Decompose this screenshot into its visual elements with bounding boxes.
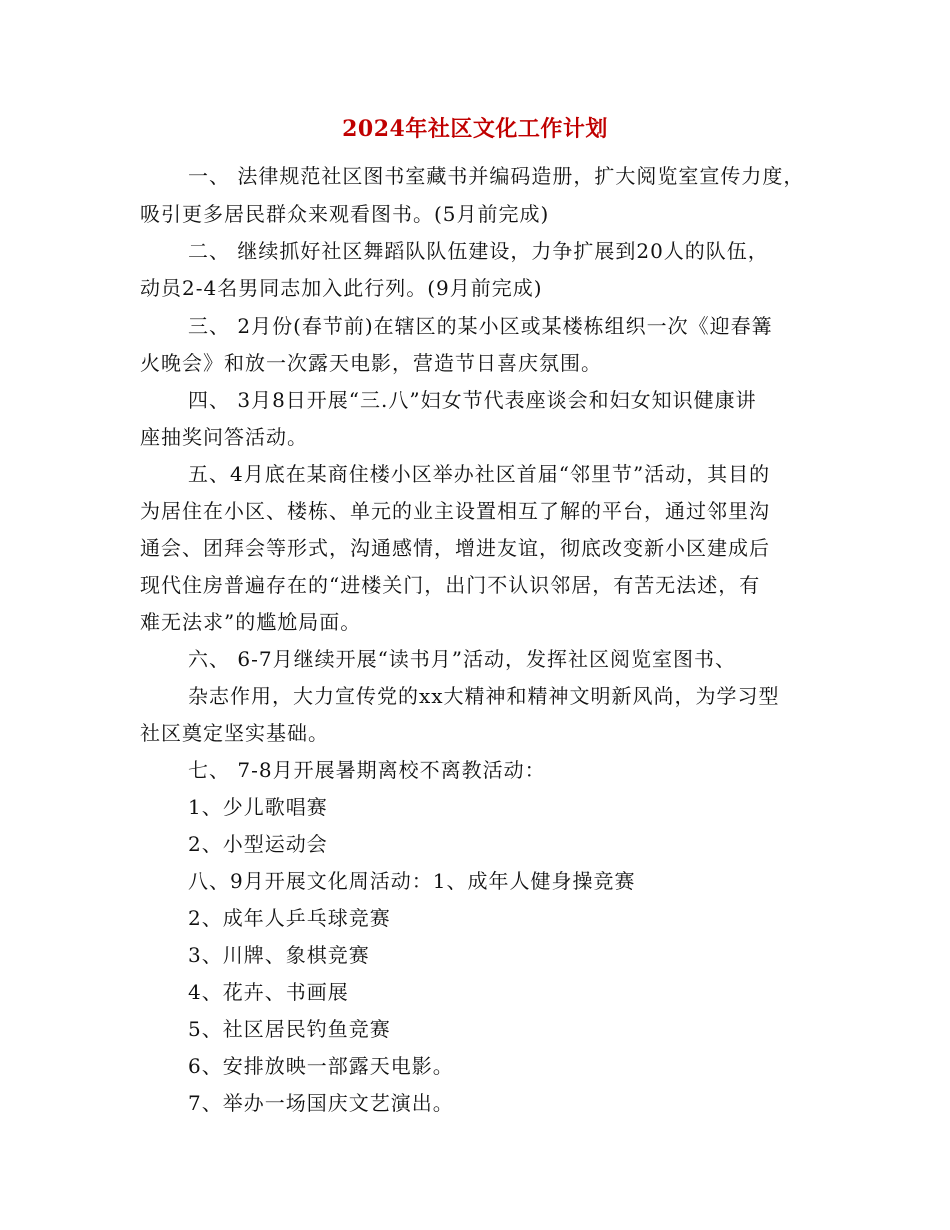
list-item: 7、举办一场国庆文艺演出。	[188, 1091, 454, 1115]
paragraph-line: 杂志作用，大力宣传党的xx大精神和精神文明新风尚，为学习型	[188, 684, 780, 708]
paragraph-line: 二、 继续抓好社区舞蹈队队伍建设，力争扩展到20人的队伍，	[188, 239, 769, 263]
list-item: 2、小型运动会	[188, 832, 328, 856]
paragraph-line: 五、4月底在某商住楼小区举办社区首届“邻里节”活动，其目的	[188, 462, 771, 486]
list-item: 6、安排放映一部露天电影。	[188, 1054, 454, 1078]
paragraph-line: 动员2-4名男同志加入此行列。(9月前完成)	[140, 276, 543, 300]
list-item: 1、少儿歌唱赛	[188, 795, 328, 819]
paragraph-line: 四、 3月8日开展“三.八”妇女节代表座谈会和妇女知识健康讲	[188, 388, 757, 412]
list-item: 3、川牌、象棋竞赛	[188, 943, 370, 967]
paragraph-line: 为居住在小区、楼栋、单元的业主设置相互了解的平台，通过邻里沟	[140, 499, 770, 523]
paragraph-line: 火晚会》和放一次露天电影，营造节日喜庆氛围。	[140, 351, 602, 375]
paragraph-line: 社区奠定坚实基础。	[140, 721, 329, 745]
document-title: 2024年社区文化工作计划	[342, 116, 608, 142]
list-item: 2、成年人乒乓球竞赛	[188, 906, 391, 930]
list-item: 5、社区居民钓鱼竞赛	[188, 1017, 391, 1041]
paragraph-line: 座抽奖问答活动。	[140, 425, 308, 449]
paragraph-line: 三、 2月份(春节前)在辖区的某小区或某楼栋组织一次《迎春篝	[188, 314, 773, 338]
paragraph-line: 吸引更多居民群众来观看图书。(5月前完成)	[140, 202, 550, 226]
paragraph-line: 七、 7-8月开展暑期离校不离教活动：	[188, 758, 546, 782]
paragraph-line: 一、 法律规范社区图书室藏书并编码造册，扩大阅览室宣传力度，	[188, 164, 805, 188]
paragraph-line: 难无法求”的尴尬局面。	[140, 610, 362, 634]
paragraph-line: 通会、团拜会等形式，沟通感情，增进友谊，彻底改变新小区建成后	[140, 536, 770, 560]
paragraph-line: 八、9月开展文化周活动：1、成年人健身操竞赛	[188, 869, 636, 893]
paragraph-line: 六、 6-7月继续开展“读书月”活动，发挥社区阅览室图书、	[188, 647, 737, 671]
list-item: 4、花卉、书画展	[188, 980, 349, 1004]
paragraph-line: 现代住房普遍存在的“进楼关门，出门不认识邻居，有苦无法述，有	[140, 573, 761, 597]
